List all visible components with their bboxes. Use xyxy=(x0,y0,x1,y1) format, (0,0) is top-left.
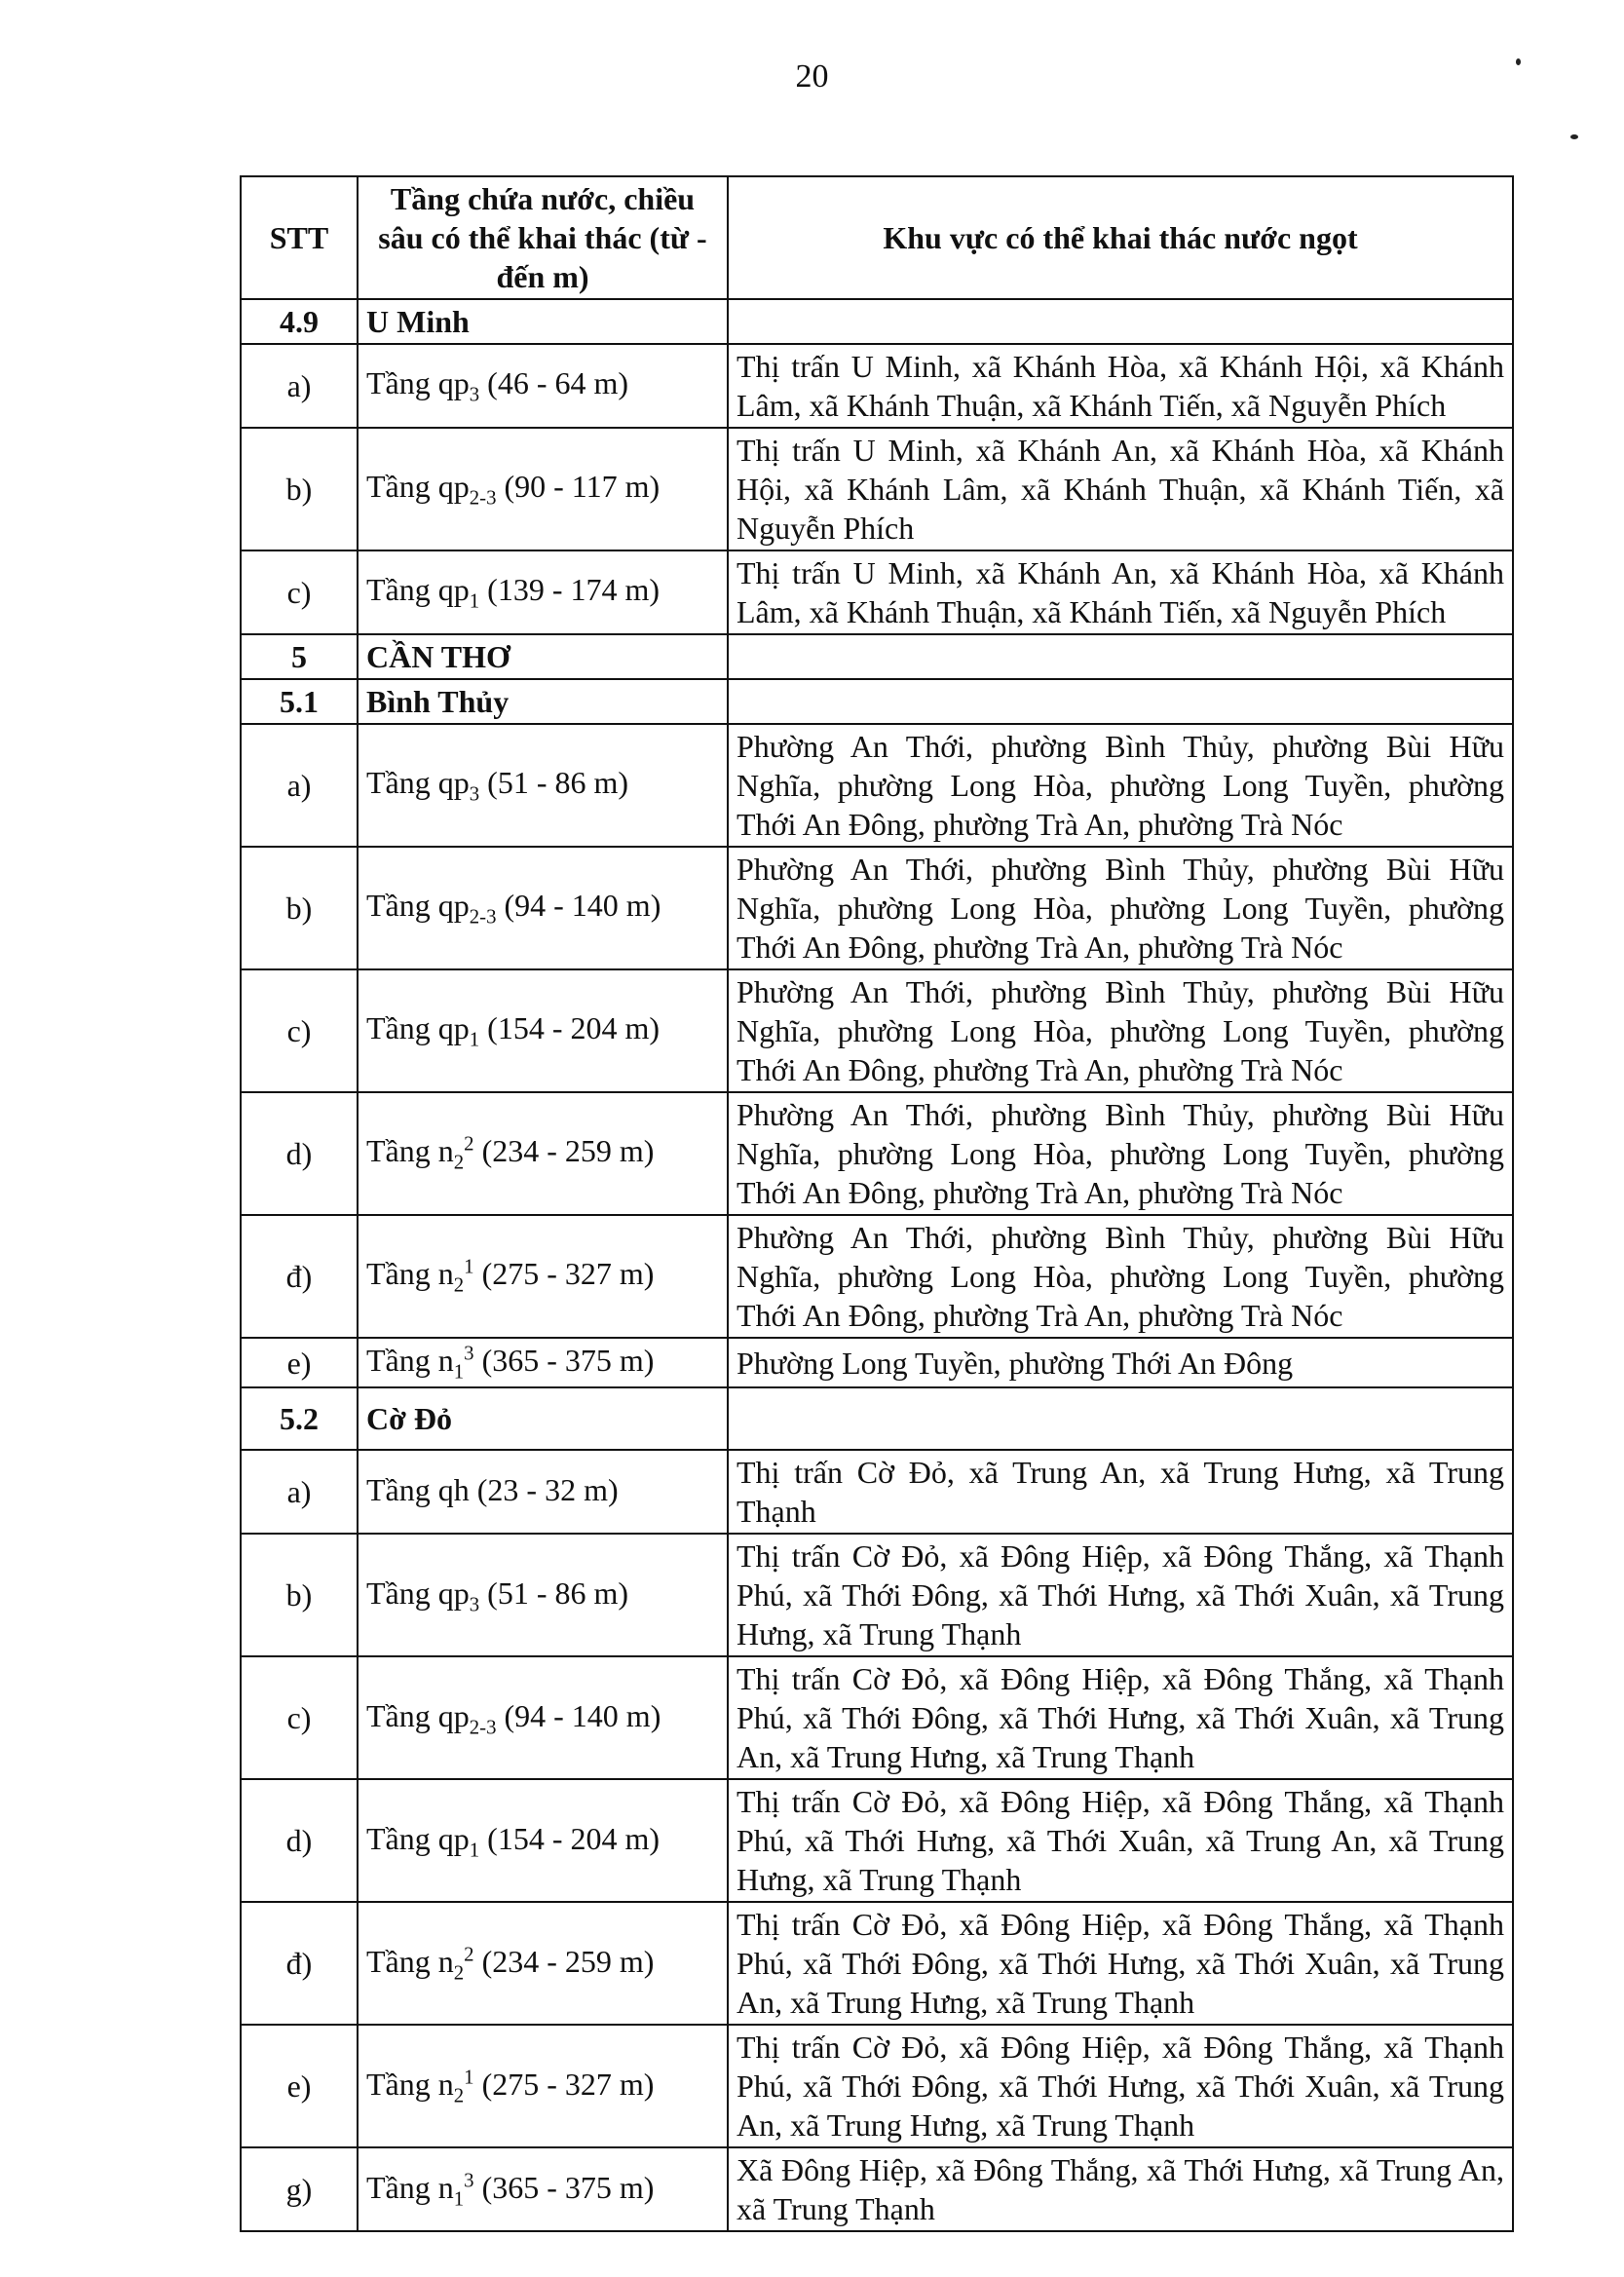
layer-subscript: 1 xyxy=(469,589,480,613)
group-name: CẦN THƠ xyxy=(358,634,728,679)
row-stt: a) xyxy=(241,344,358,428)
row-layer xyxy=(358,2147,728,2231)
row-stt: đ) xyxy=(241,1902,358,2025)
layer-superscript: 1 xyxy=(464,1255,474,1278)
layer-superscript: 1 xyxy=(464,2066,474,2089)
row-area: Xã Đông Hiệp, xã Đông Thắng, xã Thới Hưng, xã Trung An, xã Trung Thạnh xyxy=(728,2147,1513,2231)
group-stt: 5.2 xyxy=(241,1387,358,1450)
row-area: Thị trấn Cờ Đỏ, xã Đông Hiệp, xã Đông Thắng, xã Thạnh Phú, xã Thới Hưng, xã Thới Xuân, xã Trung An, xã Trung Hưng, xã Trung Thạnh xyxy=(728,1779,1513,1902)
row-layer xyxy=(358,1534,728,1656)
row-stt: c) xyxy=(241,969,358,1092)
group-area-empty xyxy=(728,1387,1513,1450)
row-area: Thị trấn Cờ Đỏ, xã Trung An, xã Trung Hưng, xã Trung Thạnh xyxy=(728,1450,1513,1534)
layer-superscript: 2 xyxy=(464,1132,474,1156)
layer-prefix: Tầng qp xyxy=(366,1575,470,1611)
layer-depth: (94 - 140 m) xyxy=(496,1697,661,1733)
row-area: Thị trấn Cờ Đỏ, xã Đông Hiệp, xã Đông Thắng, xã Thạnh Phú, xã Thới Đông, xã Thới Hưng, xã Thới Xuân, xã Trung An, xã Trung Hưng, xã Trung Thạnh xyxy=(728,2025,1513,2147)
layer-depth: (154 - 204 m) xyxy=(479,1010,661,1046)
table-row xyxy=(241,724,1513,847)
table-row xyxy=(241,1092,1513,1215)
group-area-empty xyxy=(728,634,1513,679)
row-stt: d) xyxy=(241,1092,358,1215)
table-row xyxy=(241,1338,1513,1387)
layer-subscript: 1 xyxy=(469,1028,480,1051)
layer-depth: (365 - 375 m) xyxy=(473,2169,655,2205)
layer-subscript: 3 xyxy=(469,383,480,406)
table-row xyxy=(241,1450,1513,1534)
layer-depth: (94 - 140 m) xyxy=(496,888,661,924)
row-area: Phường An Thới, phường Bình Thủy, phường Bùi Hữu Nghĩa, phường Long Hòa, phường Long Tuyền, phường Thới An Đông, phường Trà An, phường Trà Nóc xyxy=(728,1215,1513,1338)
table-row xyxy=(241,1902,1513,2025)
row-stt: b) xyxy=(241,1534,358,1656)
row-layer xyxy=(358,1902,728,2025)
layer-subscript: 2-3 xyxy=(469,486,497,510)
group-stt: 5.1 xyxy=(241,679,358,724)
row-stt: e) xyxy=(241,2025,358,2147)
row-area: Thị trấn Cờ Đỏ, xã Đông Hiệp, xã Đông Thắng, xã Thạnh Phú, xã Thới Đông, xã Thới Hưng, xã Thới Xuân, xã Trung An, xã Trung Hưng, xã Trung Thạnh xyxy=(728,1902,1513,2025)
layer-subscript: 1 xyxy=(469,1839,480,1862)
group-stt: 4.9 xyxy=(241,299,358,344)
header-layer: Tầng chứa nước, chiều sâu có thể khai thác (từ - đến m) xyxy=(358,176,728,299)
table-row xyxy=(241,550,1513,634)
layer-depth: (46 - 64 m) xyxy=(479,365,629,401)
row-area: Thị trấn U Minh, xã Khánh An, xã Khánh Hòa, xã Khánh Hội, xã Khánh Lâm, xã Khánh Thuận, xã Khánh Tiến, xã Nguyễn Phích xyxy=(728,428,1513,550)
layer-prefix: Tầng qp xyxy=(366,469,470,505)
layer-subscript: 2-3 xyxy=(469,1716,497,1739)
layer-prefix: Tầng qp xyxy=(366,365,470,401)
group-area-empty xyxy=(728,299,1513,344)
table-header-row xyxy=(241,176,1513,299)
row-area: Thị trấn U Minh, xã Khánh Hòa, xã Khánh Hội, xã Khánh Lâm, xã Khánh Thuận, xã Khánh Tiến, xã Nguyễn Phích xyxy=(728,344,1513,428)
row-stt: d) xyxy=(241,1779,358,1902)
layer-subscript: 2 xyxy=(453,1273,465,1297)
row-area: Phường Long Tuyền, phường Thới An Đông xyxy=(728,1338,1513,1387)
group-area-empty xyxy=(728,679,1513,724)
table-row xyxy=(241,847,1513,969)
table-row xyxy=(241,1534,1513,1656)
layer-prefix: Tầng n xyxy=(366,1343,454,1378)
layer-superscript: 2 xyxy=(464,1943,474,1966)
group-row xyxy=(241,299,1513,344)
layer-prefix: Tầng n xyxy=(366,1943,454,1979)
scan-speck xyxy=(1516,58,1521,65)
group-name: Cờ Đỏ xyxy=(358,1387,728,1450)
layer-prefix: Tầng n xyxy=(366,2066,454,2102)
header-stt: STT xyxy=(241,176,358,299)
row-layer xyxy=(358,1450,728,1534)
layer-prefix: Tầng qp xyxy=(366,765,470,801)
layer-prefix: Tầng qp xyxy=(366,888,470,924)
layer-subscript: 2-3 xyxy=(469,905,497,929)
table-body xyxy=(241,299,1513,2231)
header-area: Khu vực có thể khai thác nước ngọt xyxy=(728,176,1513,299)
layer-prefix: Tầng qp xyxy=(366,1697,470,1733)
row-area: Phường An Thới, phường Bình Thủy, phường Bùi Hữu Nghĩa, phường Long Hòa, phường Long Tuyền, phường Thới An Đông, phường Trà An, phường Trà Nóc xyxy=(728,969,1513,1092)
row-stt: g) xyxy=(241,2147,358,2231)
row-layer xyxy=(358,550,728,634)
layer-superscript: 3 xyxy=(464,2169,474,2192)
page-number: 20 xyxy=(795,58,829,95)
group-row xyxy=(241,1387,1513,1450)
row-stt: c) xyxy=(241,550,358,634)
table-row xyxy=(241,969,1513,1092)
layer-subscript: 3 xyxy=(469,782,480,806)
row-layer xyxy=(358,1215,728,1338)
table-row xyxy=(241,2025,1513,2147)
table-row xyxy=(241,1215,1513,1338)
table-row xyxy=(241,428,1513,550)
group-name: Bình Thủy xyxy=(358,679,728,724)
layer-depth: (365 - 375 m) xyxy=(473,1343,655,1378)
layer-prefix: Tầng qp xyxy=(366,1010,470,1046)
row-stt: a) xyxy=(241,1450,358,1534)
layer-subscript: 2 xyxy=(453,2084,465,2107)
layer-subscript: 3 xyxy=(469,1593,480,1616)
row-layer xyxy=(358,428,728,550)
row-layer xyxy=(358,1779,728,1902)
row-area: Thị trấn U Minh, xã Khánh An, xã Khánh Hòa, xã Khánh Lâm, xã Khánh Thuận, xã Khánh Tiến, xã Nguyễn Phích xyxy=(728,550,1513,634)
layer-depth: (234 - 259 m) xyxy=(473,1133,655,1169)
table-row xyxy=(241,1779,1513,1902)
layer-subscript: 2 xyxy=(453,1961,465,1985)
row-stt: c) xyxy=(241,1656,358,1779)
row-layer xyxy=(358,2025,728,2147)
layer-subscript: 1 xyxy=(453,2187,465,2211)
layer-depth: (139 - 174 m) xyxy=(479,572,661,608)
layer-subscript: 2 xyxy=(453,1151,465,1174)
layer-depth: (51 - 86 m) xyxy=(479,765,629,801)
layer-prefix: Tầng n xyxy=(366,1256,454,1292)
layer-prefix: Tầng n xyxy=(366,2169,454,2205)
layer-depth: (234 - 259 m) xyxy=(473,1943,655,1979)
row-stt: a) xyxy=(241,724,358,847)
layer-prefix: Tầng qp xyxy=(366,572,470,608)
row-stt: e) xyxy=(241,1338,358,1387)
row-stt: b) xyxy=(241,847,358,969)
layer-depth: (275 - 327 m) xyxy=(473,1256,655,1292)
row-stt: đ) xyxy=(241,1215,358,1338)
layer-prefix: Tầng qp xyxy=(366,1820,470,1856)
layer-superscript: 3 xyxy=(464,1342,474,1365)
row-area: Thị trấn Cờ Đỏ, xã Đông Hiệp, xã Đông Thắng, xã Thạnh Phú, xã Thới Đông, xã Thới Hưng, xã Thới Xuân, xã Trung An, xã Trung Hưng, xã Trung Thạnh xyxy=(728,1656,1513,1779)
row-layer xyxy=(358,847,728,969)
layer-prefix: Tầng qh xyxy=(366,1471,470,1507)
row-area: Phường An Thới, phường Bình Thủy, phường Bùi Hữu Nghĩa, phường Long Hòa, phường Long Tuyền, phường Thới An Đông, phường Trà An, phường Trà Nóc xyxy=(728,724,1513,847)
aquifer-table xyxy=(240,175,1514,2232)
table-row xyxy=(241,344,1513,428)
scan-speck xyxy=(1570,134,1578,139)
layer-prefix: Tầng n xyxy=(366,1133,454,1169)
group-stt: 5 xyxy=(241,634,358,679)
layer-depth: (154 - 204 m) xyxy=(479,1820,661,1856)
row-area: Phường An Thới, phường Bình Thủy, phường Bùi Hữu Nghĩa, phường Long Hòa, phường Long Tuyền, phường Thới An Đông, phường Trà An, phường Trà Nóc xyxy=(728,1092,1513,1215)
layer-depth: (275 - 327 m) xyxy=(473,2066,655,2102)
row-stt: b) xyxy=(241,428,358,550)
table-row xyxy=(241,2147,1513,2231)
layer-depth: (23 - 32 m) xyxy=(469,1471,619,1507)
row-layer xyxy=(358,1092,728,1215)
row-layer xyxy=(358,1656,728,1779)
table-row xyxy=(241,1656,1513,1779)
group-name: U Minh xyxy=(358,299,728,344)
group-row xyxy=(241,679,1513,724)
group-row xyxy=(241,634,1513,679)
row-layer xyxy=(358,969,728,1092)
layer-depth: (51 - 86 m) xyxy=(479,1575,629,1611)
row-area: Phường An Thới, phường Bình Thủy, phường Bùi Hữu Nghĩa, phường Long Hòa, phường Long Tuyền, phường Thới An Đông, phường Trà An, phường Trà Nóc xyxy=(728,847,1513,969)
row-layer xyxy=(358,344,728,428)
row-area: Thị trấn Cờ Đỏ, xã Đông Hiệp, xã Đông Thắng, xã Thạnh Phú, xã Thới Đông, xã Thới Hưng, xã Thới Xuân, xã Trung Hưng, xã Trung Thạnh xyxy=(728,1534,1513,1656)
layer-depth: (90 - 117 m) xyxy=(496,469,661,505)
row-layer xyxy=(358,1338,728,1387)
row-layer xyxy=(358,724,728,847)
layer-subscript: 1 xyxy=(453,1360,465,1384)
